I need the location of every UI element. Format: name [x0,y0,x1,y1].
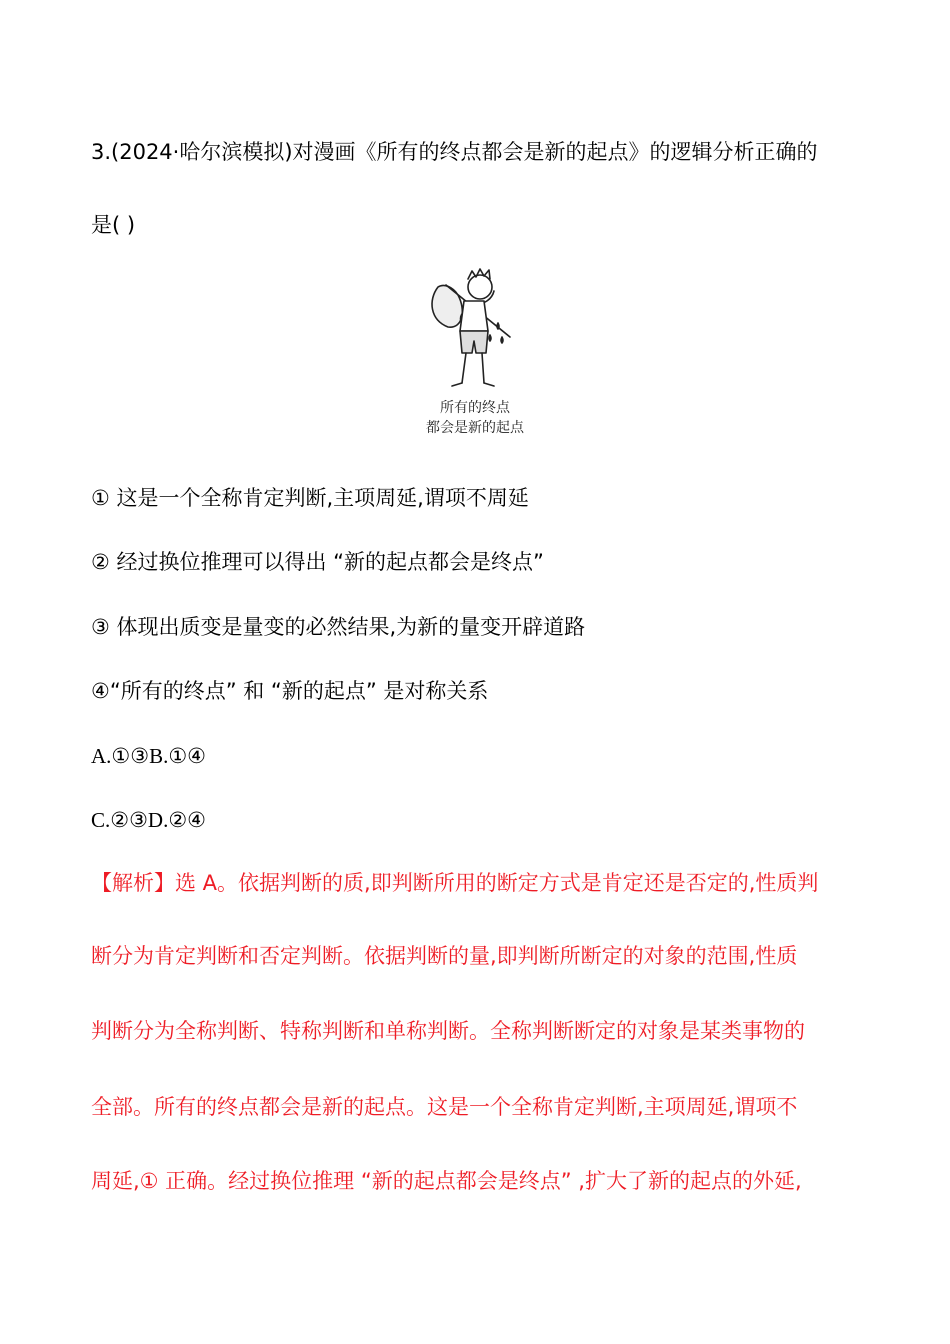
analysis-line-1: 【解析】选 A。依据判断的质,即判断所用的断定方式是肯定还是否定的,性质判 [91,871,819,895]
analysis-line-4: 全部。所有的终点都会是新的起点。这是一个全称肯定判断,主项周延,谓项不 [91,1095,798,1119]
analysis-line-5: 周延,① 正确。经过换位推理 “新的起点都会是终点” ,扩大了新的起点的外延, [91,1169,802,1193]
statement-4: ④“所有的终点” 和 “新的起点” 是对称关系 [91,679,489,703]
analysis-line-2: 断分为肯定判断和否定判断。依据判断的量,即判断所断定的对象的范围,性质 [91,944,798,968]
question-stem-line-1: 3.(2024·哈尔滨模拟)对漫画《所有的终点都会是新的起点》的逻辑分析正确的 [91,140,818,164]
question-stem-line-2: 是( ) [91,213,136,237]
figure-caption-line-2: 都会是新的起点 [426,420,524,436]
statement-1: ① 这是一个全称肯定判断,主项周延,谓项不周延 [91,486,529,510]
statement-2: ② 经过换位推理可以得出 “新的起点都会是终点” [91,550,544,574]
options-row-1: A.①③B.①④ [91,744,206,768]
options-row-2: C.②③D.②④ [91,808,206,832]
statement-3: ③ 体现出质变是量变的必然结果,为新的量变开辟道路 [91,615,586,639]
figure-caption-line-1: 所有的终点 [440,400,510,416]
analysis-line-3: 判断分为全称判断、特称判断和单称判断。全称判断断定的对象是某类事物的 [91,1019,805,1043]
